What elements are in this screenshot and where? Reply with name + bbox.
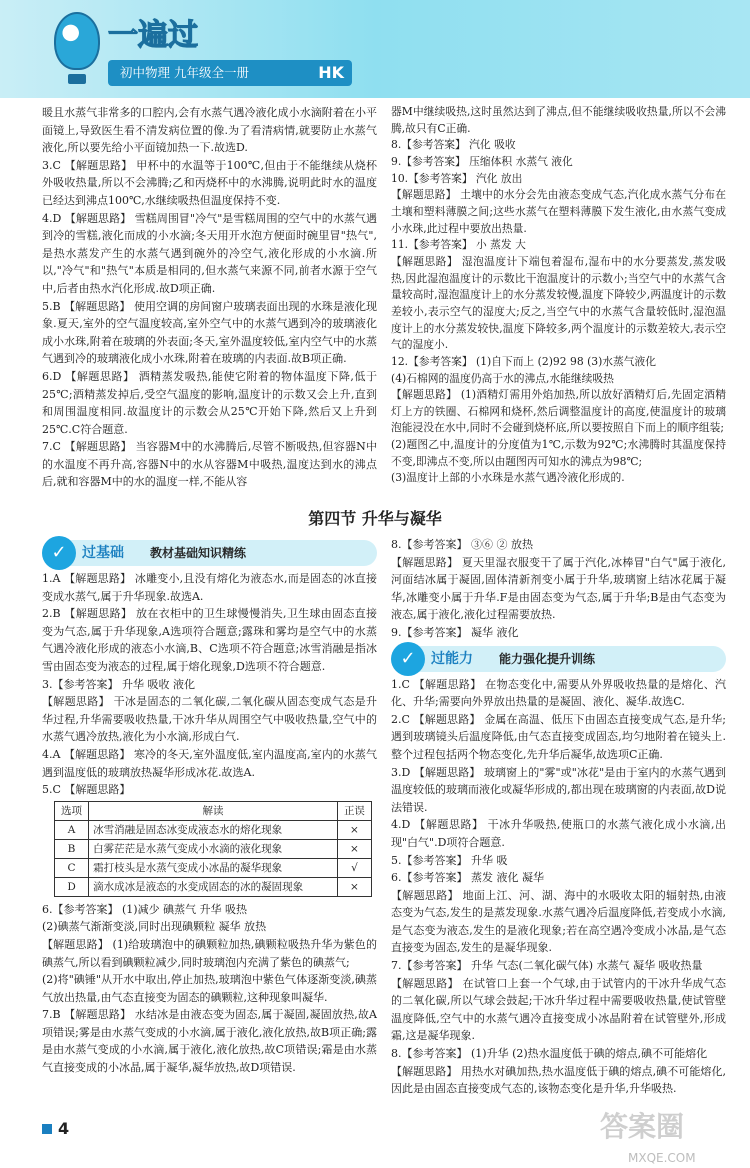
page-number-text: 4 [58,1119,70,1138]
paragraph: 8.【参考答案】 汽化 吸收 [391,138,516,152]
table-row [55,877,372,896]
paragraph: 5.C 【解题思路】 [42,783,131,797]
subtitle-bar [108,60,352,86]
paragraph: 4.D 【解题思路】 干冰升华吸热,使瓶口的水蒸气液化成小水滴,出现"白气".D项符合题意. [391,818,726,849]
paragraph: 5.B 【解题思路】 使用空调的房间窗户玻璃表面出现的水珠是液化现象.夏天,室外的空气温度较高,室外空气中的水蒸气遇到冷的玻璃液化成小水珠,附着在玻璃的外表面;冬天,室外温度较低,室内空气中的水蒸气遇到冷的玻璃液化成小水珠,附着在玻璃的内表面.故B项正确. [42,299,377,366]
table-header-row [55,801,372,820]
paragraph: 【解题思路】 用热水对碘加热,热水温度低于碘的熔点,碘不可能熔化,因此是由固态直接变成气态的,该物态变化是升华,升华吸热. [391,1064,726,1096]
paragraph: (2)题图乙中,温度计的分度值为1℃,示数为92℃;水沸腾时其温度保持不变,即沸点不变,所以由题图丙可知水的沸点为98℃; [391,438,726,468]
table-cell: 滴水成冰是液态的水变成固态的冰的凝固现象 [89,877,338,896]
page-header [0,0,750,98]
paragraph: 【解题思路】 湿泡温度计下端包着湿布,湿布中的水分要蒸发,蒸发吸热,因此湿泡温度计的示数比干泡温度计的示数小;当空气中的水蒸气含量较高时,湿泡温度计上的水分蒸发较慢,温度下降较少,两温度计的示数差较小,表示空气的湿度大;反之,当空气中的水蒸气含量较低时,湿泡温度计上的水分蒸发较快,温度下降较多,两个温度计的示数差较大,表示空气的湿度小. [391,254,726,352]
table-header: 正误 [337,801,371,820]
paragraph: 器M中继续吸热,这时虽然达到了沸点,但不能继续吸收热量,所以不会沸腾,故只有C正确. [391,105,726,135]
edition-label: HK [318,63,344,82]
table-cell: D [55,877,89,896]
paragraph: 1.A 【解题思路】 冰雕变小,且没有熔化为液态水,而是固态的冰直接变成水蒸气,属于升华现象.故选A. [42,572,377,603]
badge-title: 过基础 [82,545,124,561]
paragraph: (2)碘蒸气渐渐变淡,同时出现碘颗粒 凝华 放热 [42,920,267,934]
watermark: 答案圈 [600,1110,685,1143]
left-column-top [42,104,377,491]
table-cell: × [337,820,371,839]
paragraph: 暖且水蒸气非常多的口腔内,会有水蒸气遇冷液化成小水滴附着在小平面镜上,导致医生看不清发病位置的像.为了看清病情,就要防止水蒸气液化,所以要先给小平面镜加热一下.故选D. [42,106,377,155]
table-header: 解读 [89,801,338,820]
paragraph: 7.【参考答案】 升华 气态(二氧化碳气体) 水蒸气 凝华 吸收热量 [391,959,703,973]
table-cell: 冰雪消融是固态冰变成液态水的熔化现象 [89,820,338,839]
badge-subtitle: 教材基础知识精练 [150,546,247,560]
paragraph: 【解题思路】 地面上江、河、湖、海中的水吸收太阳的辐射热,由液态变为气态,发生的是蒸发现象.水蒸气遇冷后温度降低,若变成小水滴,是气态变为液态,发生的是液化现象;若在高空遇冷变成小冰晶,是气态直接变为固态,发生的是凝华现象. [391,888,726,955]
answer-table [54,801,372,897]
table-cell: 霜打枝头是水蒸气变成小冰晶的凝华现象 [89,858,338,877]
paragraph: 11.【参考答案】 小 蒸发 大 [391,238,526,252]
left-column-bottom [42,536,377,1077]
paragraph: 1.C 【解题思路】 在物态变化中,需要从外界吸收热量的是熔化、汽化、升华;需要向外界放出热量的是凝固、液化、凝华.故选C. [391,677,726,709]
paragraph: (4)石棉网的温度仍高于水的沸点,水能继续吸热 [391,371,614,385]
basic-badge [42,540,377,566]
table-row [55,820,372,839]
paragraph: 12.【参考答案】 (1)自下而上 (2)92 98 (3)水蒸气液化 [391,354,657,368]
subtitle: 初中物理 九年级全一册 [120,65,249,80]
balloon-icon [54,12,100,70]
badge-title: 过能力 [431,650,473,667]
table-row [55,858,372,877]
table-header: 选项 [55,801,89,820]
brand-title: 一遍过 [108,18,198,53]
paragraph: 10.【参考答案】 汽化 放出 [391,171,523,185]
paragraph: 3.C 【解题思路】 甲杯中的水温等于100℃,但由于不能继续从烧杯外吸收热量,所以不会沸腾;乙和丙烧杯中的水沸腾,说明此时水的温度已经达到沸点100℃,水继续吸热但温度保持不变. [42,158,377,207]
badge-subtitle: 能力强化提升训练 [499,651,596,666]
table-cell: 白雾茫茫是水蒸气变成小水滴的液化现象 [89,839,338,858]
paragraph: 9.【参考答案】 凝华 液化 [391,625,519,639]
book-logo [42,8,364,94]
section-title: 第四节 升华与凝华 [308,509,442,528]
paragraph: 【解题思路】 夏天里湿衣服变干了属于汽化,冰棒冒"白气"属于液化,河面结冰属于凝固,固体清新剂变小属于升华,玻璃窗上结冰花属于凝华,冰雕变小属于升华.F是由固态变为气态,属于升华;B是由气态变为液态,属于液化,液化过程需要放热. [391,555,726,622]
paragraph: 8.【参考答案】 (1)升华 (2)热水温度低于碘的熔点,碘不可能熔化 [391,1047,708,1061]
paragraph: 7.C 【解题思路】 当容器M中的水沸腾后,尽管不断吸热,但容器N中的水温度不再升高,容器N中的水从容器M中吸热,温度达到水的沸点后,就和容器M中的水的温度一样,不能从容 [42,440,377,489]
paragraph: 【解题思路】 (1)酒精灯需用外焰加热,所以放好酒精灯后,先固定酒精灯上方的铁圈、石棉网和烧杯,然后调整温度计的高度,使温度计的玻璃泡能浸没在水中,同时不会碰到烧杯底,所以要按照自下而上的顺序组装; [391,388,726,435]
table-row [55,839,372,858]
table-cell: C [55,858,89,877]
paragraph: 【解题思路】 在试管口上套一个气球,由于试管内的干冰升华成气态的二氧化碳,所以气球会鼓起;干冰升华过程中需要吸收热量,使试管壁温度降低,空气中的水蒸气遇冷直接变成小冰晶附着在试管壁外,形成霜,这是凝华现象. [391,976,726,1043]
paragraph: 6.【参考答案】 (1)减少 碘蒸气 升华 吸热 [42,902,248,916]
basket-icon [68,74,86,84]
paragraph: 8.【参考答案】 ③⑥ ② 放热 [391,538,533,551]
paragraph: 【解题思路】 土壤中的水分会先由液态变成气态,汽化成水蒸气分布在土壤和塑料薄膜之间;这些水蒸气在塑料薄膜下发生液化,由水蒸气变成小水珠,此过程中要放出热量. [391,188,726,235]
right-column-bottom [391,536,726,1098]
paragraph: 【解题思路】 干冰是固态的二氧化碳,二氧化碳从固态变成气态是升华过程,升华需要吸收热量,干冰升华从周围空气中吸收热量,空气中的水蒸气遇冷放热,液化为小水滴,形成白气. [42,695,377,744]
check-icon: ✓ [391,642,425,676]
watermark-url: MXQE.COM [628,1151,696,1165]
paragraph: 4.D 【解题思路】 雪糕周围冒"冷气"是雪糕周围的空气中的水蒸气遇到冷的雪糕,液化而成的小水滴;冬天用开水泡方便面时碗里冒"热气",是热水蒸发产生的水蒸气遇到碗外的冷空气,液化形成的小水滴.所以,"冷气"和"热气"本质是相同的,但水蒸气来源不同,前者水源于空气中,后者由热水汽化形成.故D项正确. [42,211,377,295]
right-column-top [391,104,726,487]
table-cell: × [337,839,371,858]
paragraph: (2)将"碘锤"从开水中取出,停止加热,玻璃泡中紫色气体逐渐变淡,碘蒸气放出热量,由气态直接变为固态的碘颗粒,这种现象叫凝华. [42,973,377,1004]
paragraph: 3.D 【解题思路】 玻璃窗上的"雾"或"冰花"是由于室内的水蒸气遇到温度较低的玻璃而液化或凝华形成的,都出现在玻璃窗的内表面,故D说法错误. [391,765,726,814]
paragraph: 9.【参考答案】 压缩体积 水蒸气 液化 [391,154,573,168]
paragraph: 3.【参考答案】 升华 吸收 液化 [42,677,195,691]
paragraph: 5.【参考答案】 升华 吸 [391,853,508,867]
paragraph: 7.B 【解题思路】 水结冰是由液态变为固态,属于凝固,凝固放热,故A项错误;雾是由水蒸气变成的小水滴,属于液化,液化放热,故B项正确;露是由水蒸气变成的小水滴,属于液化,液化放热,故C项错误;霜是由水蒸气直接变成的小冰晶,属于凝华,凝华放热,故D项错误. [42,1008,377,1075]
paragraph: 2.B 【解题思路】 放在衣柜中的卫生球慢慢消失,卫生球由固态直接变为气态,属于升华现象,A选项符合题意;露珠和雾均是空气中的水蒸气遇冷液化形成的液态小水滴,B、C选项不符合题意;冰雪消融是指冰雪由固态变为液态的过程,属于熔化现象,D选项不符合题意. [42,607,377,673]
square-icon [42,1124,52,1134]
paragraph: 【解题思路】 (1)给玻璃泡中的碘颗粒加热,碘颗粒吸热升华为紫色的碘蒸气,所以看到碘颗粒减少,同时玻璃泡内充满了紫色的碘蒸气; [42,937,377,969]
page-number [42,1120,69,1138]
table-cell: √ [337,858,371,877]
paragraph: (3)温度计上部的小水珠是水蒸气遇冷液化形成的. [391,471,625,485]
table-cell: × [337,877,371,896]
paragraph: 2.C 【解题思路】 金属在高温、低压下由固态直接变成气态,是升华;遇到玻璃镜头后温度降低,由气态直接变成固态,均匀地附着在镜头上.整个过程包括两个物态变化,先升华后凝华,故选项C正确. [391,712,726,761]
paragraph: 6.D 【解题思路】 酒精蒸发吸热,能使它附着的物体温度下降,低于25℃;酒精蒸发掉后,受空气温度的影响,温度计的示数又会上升,直到和周围温度相同.故温度计的示数会从25℃开始下降,然后又上升到25℃.C符合题意. [42,369,377,436]
paragraph: 6.【参考答案】 蒸发 液化 凝华 [391,871,544,885]
ability-badge [391,646,726,672]
table-cell: A [55,820,89,839]
paragraph: 4.A 【解题思路】 寒冷的冬天,室外温度低,室内温度高,室内的水蒸气遇到温度低的玻璃放热凝华形成冰花.故选A. [42,747,377,779]
table-cell: B [55,839,89,858]
check-icon: ✓ [42,536,76,570]
